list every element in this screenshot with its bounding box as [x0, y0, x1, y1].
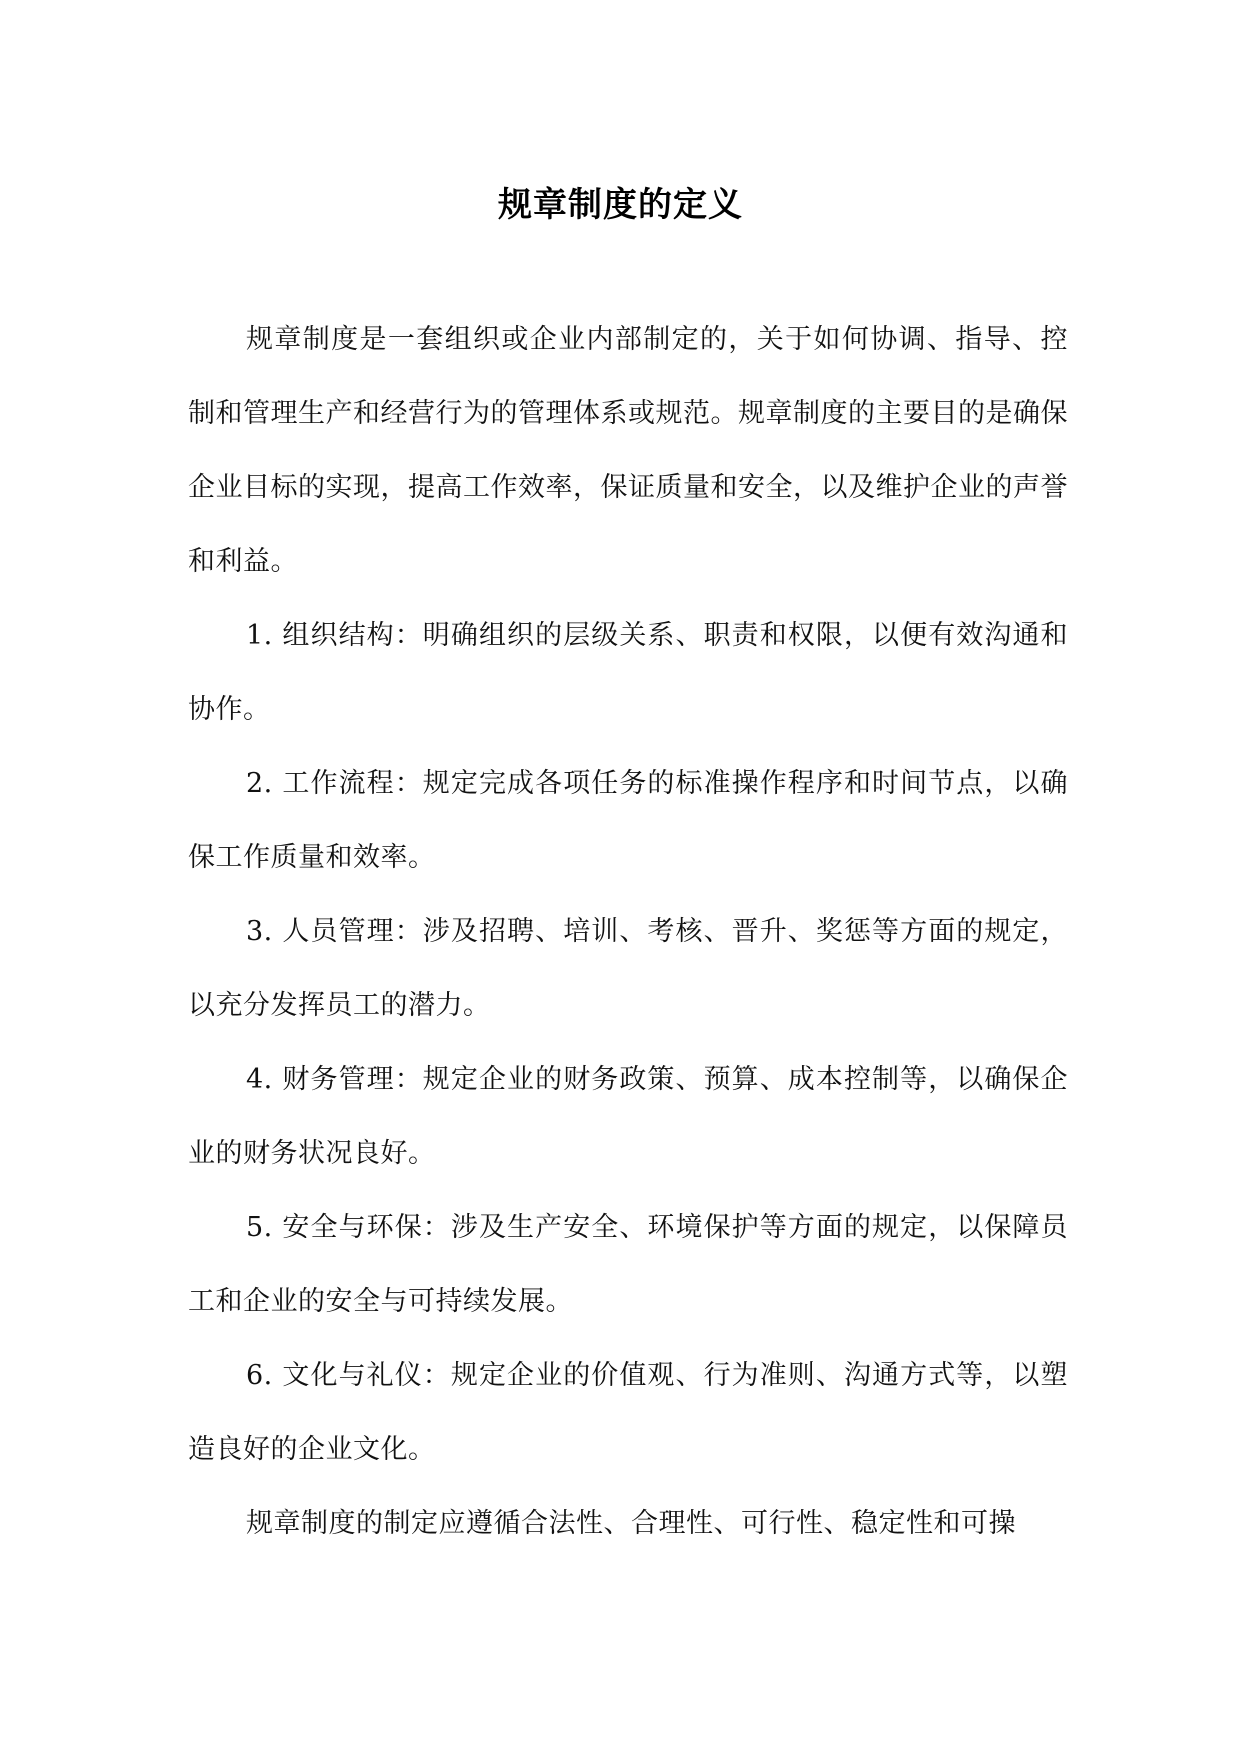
document-title: 规章制度的定义: [498, 185, 743, 225]
list-item-organization: 1. 组织结构：明确组织的层级关系、职责和权限，以便有效沟通和协作。: [188, 620, 1068, 725]
list-item-finance: 4. 财务管理：规定企业的财务政策、预算、成本控制等，以确保企业的财务状况良好。: [188, 1064, 1068, 1169]
closing-paragraph: 规章制度的制定应遵循合法性、合理性、可行性、稳定性和可操: [246, 1508, 1016, 1539]
intro-paragraph: 规章制度是一套组织或企业内部制定的，关于如何协调、指导、控制和管理生产和经营行为的管理体系或规范。规章制度的主要目的是确保企业目标的实现，提高工作效率，保证质量和安全，以及维护企业的声誉和利益。: [188, 324, 1068, 577]
list-item-culture: 6. 文化与礼仪：规定企业的价值观、行为准则、沟通方式等，以塑造良好的企业文化。: [188, 1360, 1068, 1465]
list-item-workflow: 2. 工作流程：规定完成各项任务的标准操作程序和时间节点，以确保工作质量和效率。: [188, 768, 1068, 873]
list-item-safety: 5. 安全与环保：涉及生产安全、环境保护等方面的规定，以保障员工和企业的安全与可持续发展。: [188, 1212, 1068, 1317]
document-body: [188, 303, 1068, 1561]
list-item-personnel: 3. 人员管理：涉及招聘、培训、考核、晋升、奖惩等方面的规定，以充分发挥员工的潜力。: [188, 916, 1068, 1021]
